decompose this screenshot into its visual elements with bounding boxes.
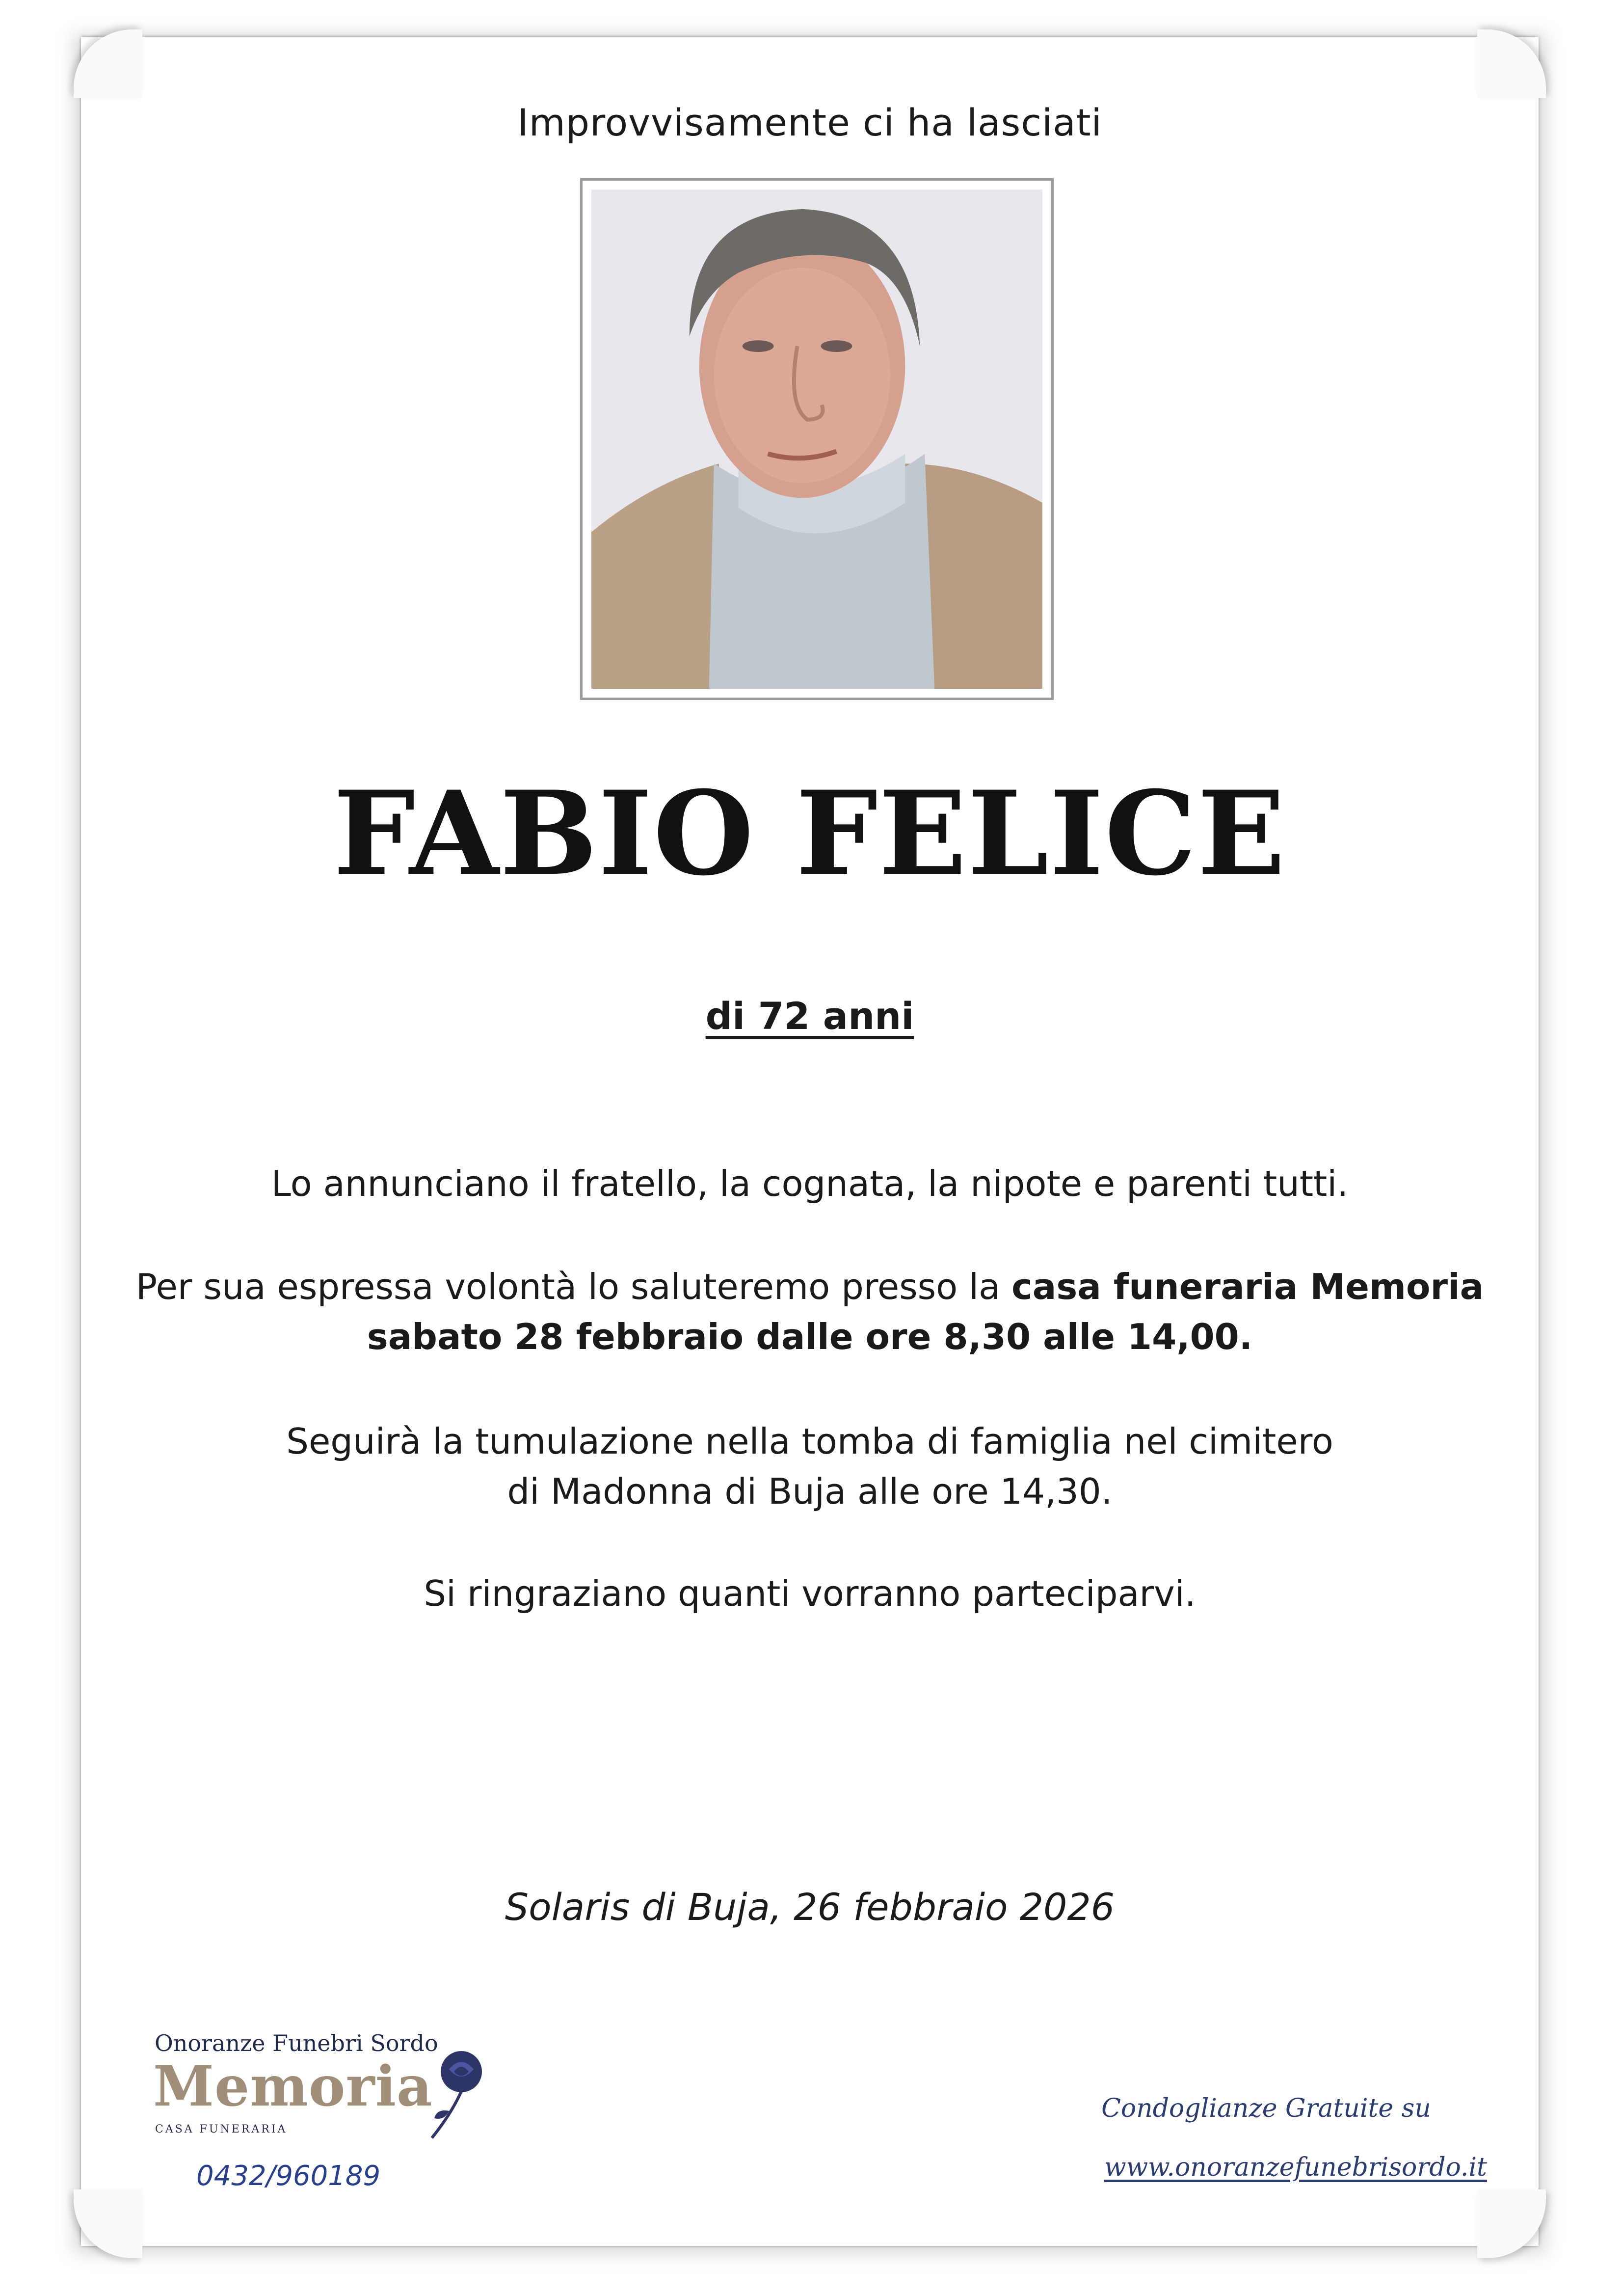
logo-phone: 0432/960189 bbox=[196, 2160, 381, 2192]
condolences-text: Condoglianze Gratuite su bbox=[1101, 2094, 1431, 2123]
visitation-venue: casa funeraria Memoria bbox=[1011, 1266, 1484, 1307]
announcement-paragraph bbox=[81, 1159, 1539, 1209]
intro-text: Improvvisamente ci ha lasciati bbox=[517, 101, 1102, 144]
burial-line-2: di Madonna di Buja alle ore 14,30. bbox=[507, 1471, 1113, 1512]
deceased-name: FABIO FELICE bbox=[333, 766, 1286, 901]
logo-top-text: Onoranze Funebri Sordo bbox=[155, 2030, 438, 2056]
logo-sub-text: CASA FUNERARIA bbox=[155, 2123, 288, 2135]
visitation-paragraph bbox=[81, 1262, 1539, 1362]
portrait-photo bbox=[591, 189, 1042, 689]
age-text: di 72 anni bbox=[705, 994, 914, 1038]
visitation-schedule: sabato 28 febbraio dalle ore 8,30 alle 14,00. bbox=[367, 1316, 1253, 1357]
portrait-illustration bbox=[591, 189, 1042, 689]
portrait-frame bbox=[580, 178, 1054, 700]
rose-icon bbox=[422, 2045, 486, 2143]
logo-main-text: Memoria bbox=[153, 2054, 433, 2119]
thanks-paragraph: Si ringraziano quanti vorranno parteciparvi. bbox=[424, 1573, 1196, 1614]
burial-line-1: Seguirà la tumulazione nella tomba di famiglia nel cimitero bbox=[286, 1421, 1333, 1462]
visitation-text: Per sua espressa volontà lo saluteremo presso la bbox=[135, 1266, 1012, 1307]
burial-paragraph bbox=[81, 1416, 1539, 1516]
funeral-home-logo bbox=[147, 2030, 501, 2202]
announcement-text: Lo annunciano il fratello, la cognata, la nipote e parenti tutti. bbox=[271, 1163, 1349, 1204]
website-link[interactable]: www.onoranzefunebrisordo.it bbox=[1104, 2153, 1487, 2182]
place-date: Solaris di Buja, 26 febbraio 2026 bbox=[505, 1885, 1115, 1929]
